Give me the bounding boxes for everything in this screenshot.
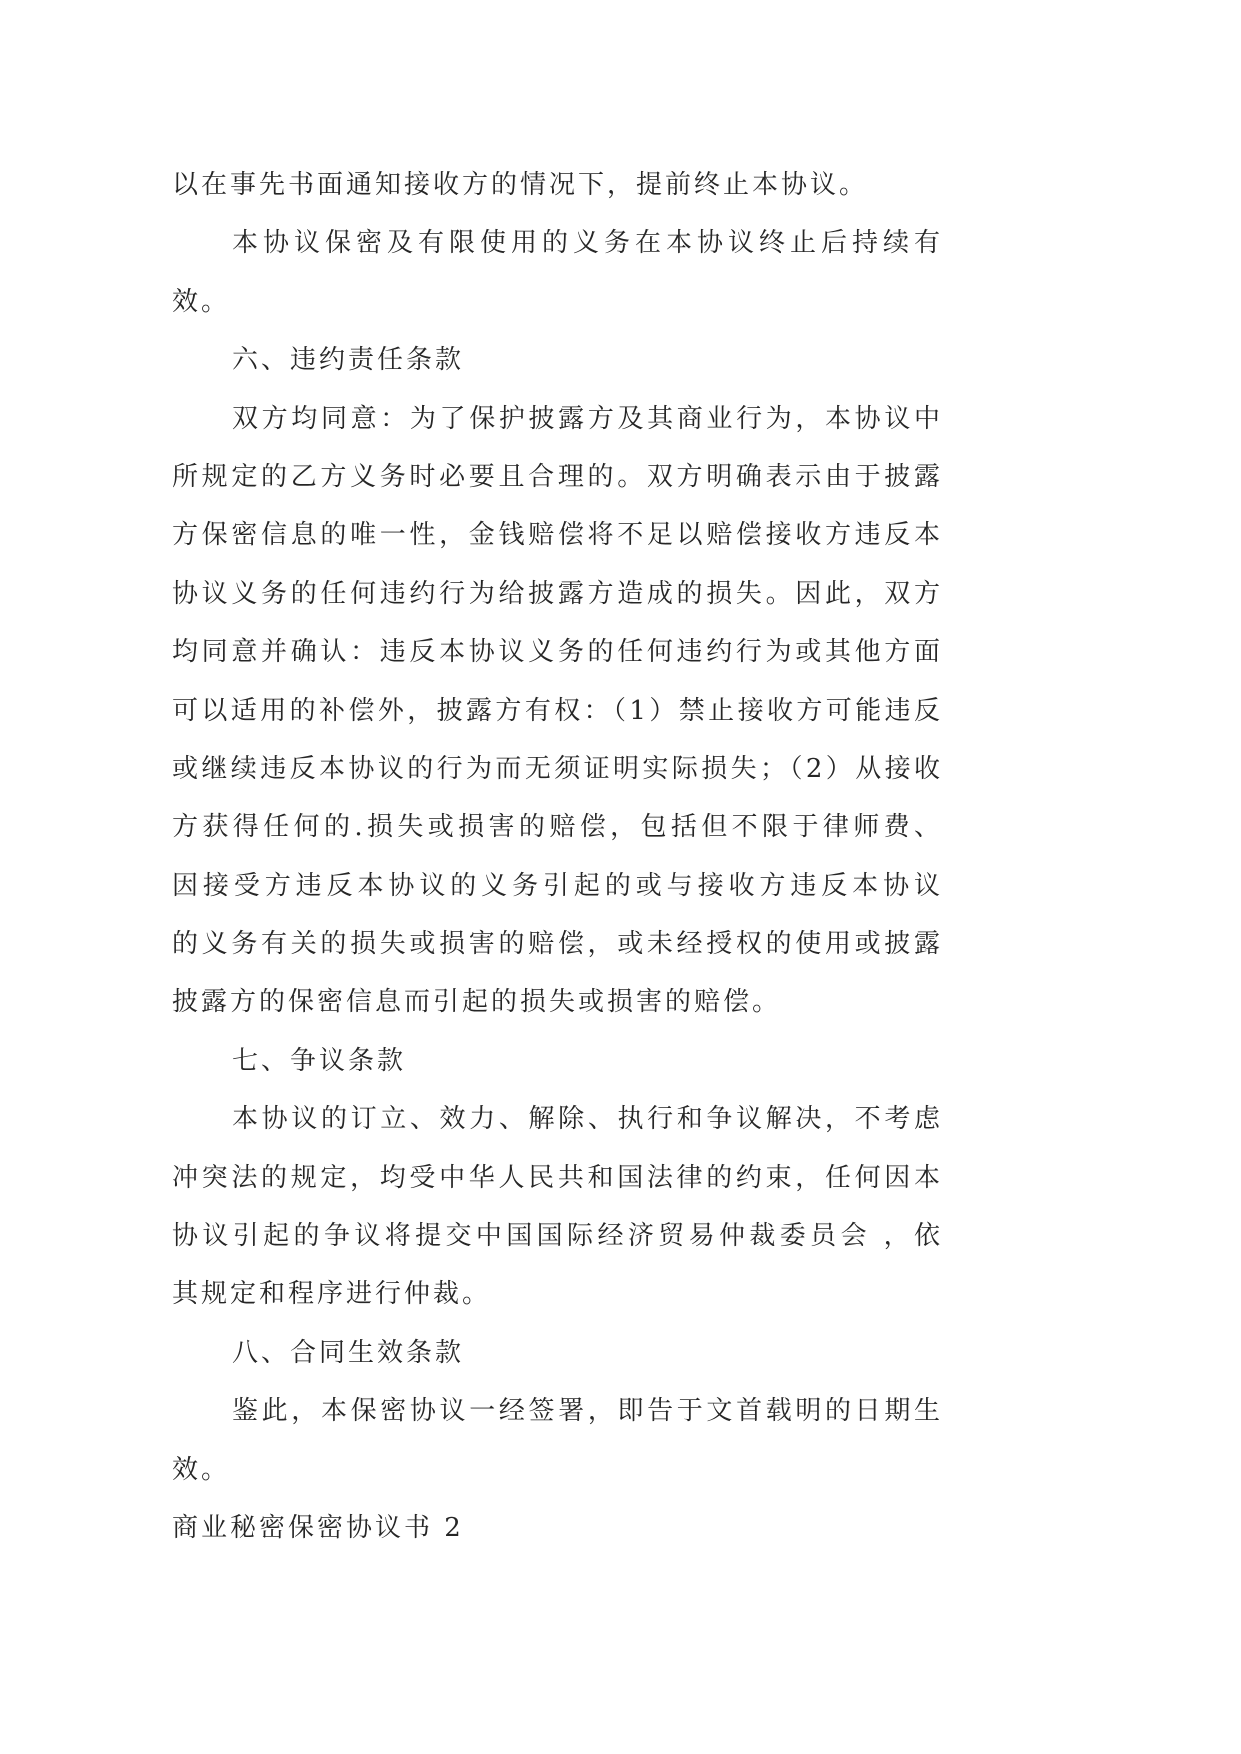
body-text-line: 方获得任何的.损失或损害的赔偿，包括但不限于律师费、	[172, 812, 940, 843]
body-text-line: 可以适用的补偿外，披露方有权：（1）禁止接收方可能违反	[172, 695, 940, 726]
body-text-line: 协议义务的任何违约行为给披露方造成的损失。因此，双方	[172, 578, 940, 609]
body-text-line: 因接受方违反本协议的义务引起的或与接收方违反本协议	[172, 870, 940, 901]
body-text-line: 协议引起的争议将提交中国国际经济贸易仲裁委员会 ，依	[172, 1221, 940, 1252]
body-text-line: 本协议保密及有限使用的义务在本协议终止后持续有	[232, 228, 940, 259]
body-text-line: 或继续违反本协议的行为而无须证明实际损失；（2）从接收	[172, 753, 940, 784]
body-text-line: 本协议的订立、效力、解除、执行和争议解决，不考虑	[232, 1104, 940, 1135]
body-text-line: 的义务有关的损失或损害的赔偿，或未经授权的使用或披露	[172, 929, 940, 960]
body-text-line: 效。	[172, 1454, 231, 1485]
body-text-line: 冲突法的规定，均受中华人民共和国法律的约束，任何因本	[172, 1162, 940, 1193]
body-text-line: 其规定和程序进行仲裁。	[172, 1279, 492, 1310]
section-heading: 六、违约责任条款	[232, 345, 465, 376]
body-text-line: 方保密信息的唯一性，金钱赔偿将不足以赔偿接收方违反本	[172, 520, 940, 551]
body-text-line: 所规定的乙方义务时必要且合理的。双方明确表示由于披露	[172, 461, 940, 492]
body-text-line: 效。	[172, 286, 231, 317]
section-heading: 七、争议条款	[232, 1045, 407, 1076]
section-heading: 八、合同生效条款	[232, 1337, 465, 1368]
next-document-title: 商业秘密保密协议书 2	[172, 1512, 464, 1543]
body-text-line: 鉴此，本保密协议一经签署，即告于文首载明的日期生	[232, 1396, 940, 1427]
document-body	[172, 156, 940, 1557]
body-text-line: 披露方的保密信息而引起的损失或损害的赔偿。	[172, 987, 782, 1018]
body-text-line: 均同意并确认：违反本协议义务的任何违约行为或其他方面	[172, 637, 940, 668]
body-text-line: 双方均同意：为了保护披露方及其商业行为，本协议中	[232, 403, 940, 434]
body-text-line: 以在事先书面通知接收方的情况下，提前终止本协议。	[172, 170, 869, 200]
